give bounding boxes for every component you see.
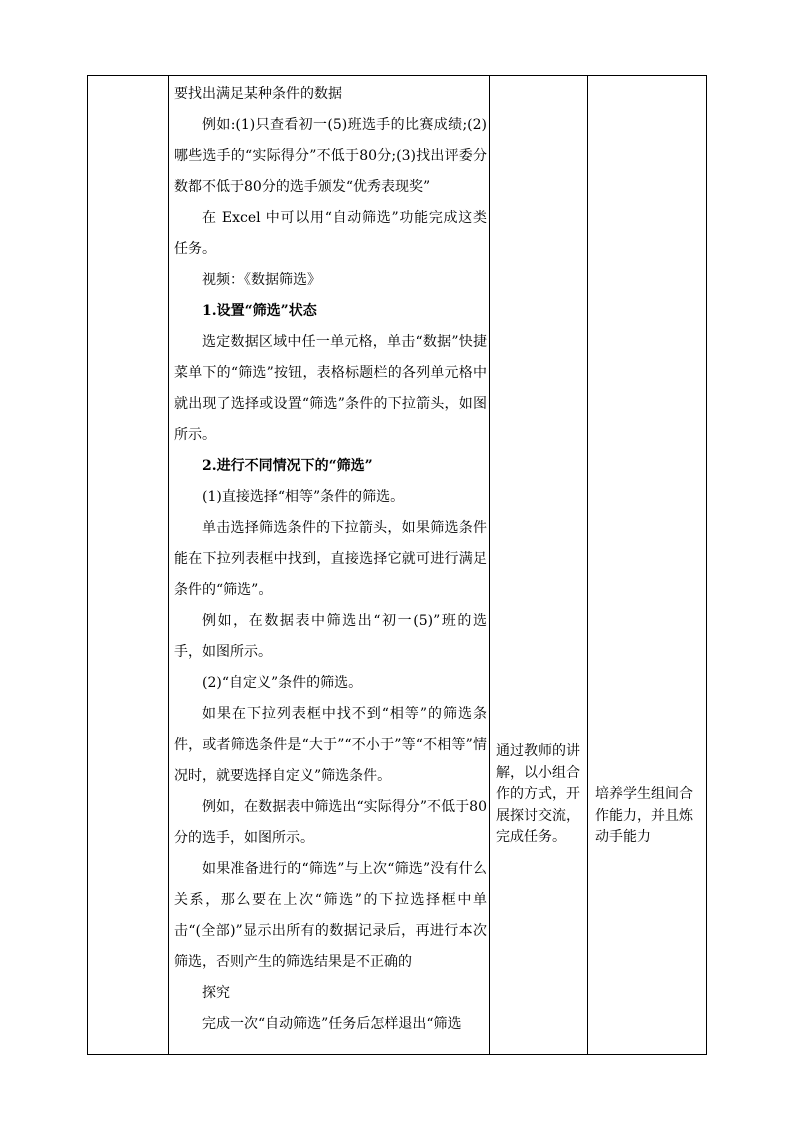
teacher-activity-cell [490,76,587,1054]
paragraph: (2)“自定义”条件的筛选。 [202,675,363,691]
paragraph: 如果准备进行的“筛选”与上次“筛选”没有什么关系，那么要在上次“筛选”的下拉选择框中单击“(全部)”显示出所有的数据记录后，再进行本次筛选，否则产生的筛选结果是不正确的 [174,861,487,970]
paragraph: 探究 [202,985,230,1001]
teacher-activity-text: 通过教师的讲解，以小组合作的方式，开展探讨交流，完成任务。 [496,743,580,845]
paragraph: 例如，在数据表中筛选出“实际得分”不低于80分的选手，如图所示。 [174,799,487,846]
paragraph: 选定数据区域中任一单元格，单击“数据”快捷菜单下的“筛选”按钮，表格标题栏的各列单元格中就出现了选择或设置“筛选”条件的下拉箭头，如图所示。 [174,334,487,443]
paragraph: 单击选择筛选条件的下拉箭头，如果筛选条件能在下拉列表框中找到，直接选择它就可进行满足条件的“筛选”。 [174,520,487,598]
lesson-table [87,75,707,1055]
paragraph: (1)直接选择“相等”条件的筛选。 [202,489,405,505]
paragraph: 例如:(1)只查看初一(5)班选手的比赛成绩;(2)哪些选手的“实际得分”不低于80分;(3)找出评委分数都不低于80分的选手颁发“优秀表现奖” [174,117,487,195]
paragraph: 要找出满足某种条件的数据 [174,86,342,102]
section-heading: 2.进行不同情况下的“筛选” [202,458,373,474]
paragraph: 例如，在数据表中筛选出“初一(5)”班的选手，如图所示。 [174,613,487,660]
paragraph: 视频：《数据筛选》 [202,272,321,288]
paragraph: 完成一次“自动筛选”任务后怎样退出“筛选 [202,1016,462,1032]
paragraph: 如果在下拉列表框中找不到“相等”的筛选条件，或者筛选条件是“大于”“不小于”等“不相等”情况时，就要选择自定义”筛选条件。 [174,706,487,784]
content-cell [169,76,489,1054]
design-intent-text: 培养学生组间合作能力，并且炼动手能力 [595,786,693,845]
design-intent-cell [588,76,707,1054]
section-heading: 1.设置“筛选”状态 [202,303,317,319]
paragraph: 在 Excel 中可以用“自动筛选”功能完成这类任务。 [174,210,487,257]
